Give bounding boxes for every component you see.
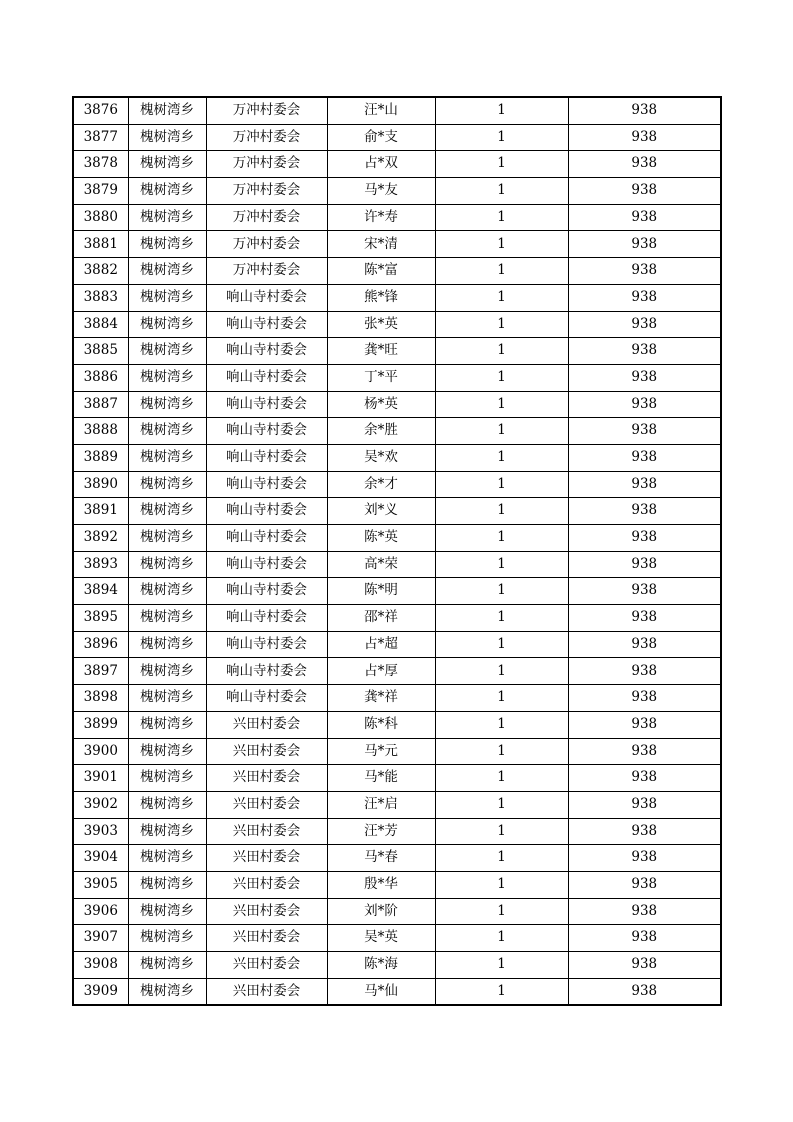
amount-cell: 938 <box>568 231 721 258</box>
amount-cell: 938 <box>568 444 721 471</box>
table-row <box>73 338 721 365</box>
row-number-cell: 3906 <box>73 898 128 925</box>
amount-cell: 938 <box>568 391 721 418</box>
village-committee-cell: 万冲村委会 <box>206 258 327 285</box>
amount-cell: 938 <box>568 284 721 311</box>
count-cell: 1 <box>435 578 568 605</box>
row-number-cell: 3894 <box>73 578 128 605</box>
person-name-cell: 高*荣 <box>327 551 435 578</box>
village-committee-cell: 兴田村委会 <box>206 898 327 925</box>
row-number-cell: 3903 <box>73 818 128 845</box>
village-committee-cell: 响山寺村委会 <box>206 444 327 471</box>
count-cell: 1 <box>435 925 568 952</box>
row-number-cell: 3893 <box>73 551 128 578</box>
row-number-cell: 3908 <box>73 952 128 979</box>
township-cell: 槐树湾乡 <box>128 818 206 845</box>
table-row <box>73 845 721 872</box>
amount-cell: 938 <box>568 471 721 498</box>
count-cell: 1 <box>435 791 568 818</box>
count-cell: 1 <box>435 818 568 845</box>
row-number-cell: 3905 <box>73 871 128 898</box>
person-name-cell: 殷*华 <box>327 871 435 898</box>
count-cell: 1 <box>435 498 568 525</box>
amount-cell: 938 <box>568 631 721 658</box>
count-cell: 1 <box>435 765 568 792</box>
table-row <box>73 898 721 925</box>
table-row <box>73 978 721 1005</box>
township-cell: 槐树湾乡 <box>128 845 206 872</box>
table-row <box>73 871 721 898</box>
amount-cell: 938 <box>568 498 721 525</box>
amount-cell: 938 <box>568 738 721 765</box>
row-number-cell: 3883 <box>73 284 128 311</box>
count-cell: 1 <box>435 204 568 231</box>
village-committee-cell: 响山寺村委会 <box>206 551 327 578</box>
village-committee-cell: 兴田村委会 <box>206 978 327 1005</box>
table-row <box>73 525 721 552</box>
village-committee-cell: 响山寺村委会 <box>206 284 327 311</box>
amount-cell: 938 <box>568 685 721 712</box>
count-cell: 1 <box>435 284 568 311</box>
person-name-cell: 马*春 <box>327 845 435 872</box>
row-number-cell: 3882 <box>73 258 128 285</box>
row-number-cell: 3907 <box>73 925 128 952</box>
village-committee-cell: 兴田村委会 <box>206 952 327 979</box>
table-row <box>73 444 721 471</box>
table-row <box>73 258 721 285</box>
table-row <box>73 658 721 685</box>
amount-cell: 938 <box>568 925 721 952</box>
township-cell: 槐树湾乡 <box>128 178 206 205</box>
village-committee-cell: 万冲村委会 <box>206 204 327 231</box>
person-name-cell: 余*才 <box>327 471 435 498</box>
township-cell: 槐树湾乡 <box>128 525 206 552</box>
row-number-cell: 3877 <box>73 124 128 151</box>
amount-cell: 938 <box>568 711 721 738</box>
person-name-cell: 汪*启 <box>327 791 435 818</box>
township-cell: 槐树湾乡 <box>128 738 206 765</box>
township-cell: 槐树湾乡 <box>128 952 206 979</box>
table-row <box>73 711 721 738</box>
count-cell: 1 <box>435 551 568 578</box>
table-row <box>73 578 721 605</box>
township-cell: 槐树湾乡 <box>128 551 206 578</box>
count-cell: 1 <box>435 711 568 738</box>
row-number-cell: 3892 <box>73 525 128 552</box>
township-cell: 槐树湾乡 <box>128 364 206 391</box>
amount-cell: 938 <box>568 418 721 445</box>
township-cell: 槐树湾乡 <box>128 284 206 311</box>
village-committee-cell: 兴田村委会 <box>206 871 327 898</box>
table-row <box>73 231 721 258</box>
amount-cell: 938 <box>568 311 721 338</box>
township-cell: 槐树湾乡 <box>128 391 206 418</box>
count-cell: 1 <box>435 898 568 925</box>
row-number-cell: 3880 <box>73 204 128 231</box>
table-row <box>73 151 721 178</box>
amount-cell: 938 <box>568 952 721 979</box>
person-name-cell: 占*厚 <box>327 658 435 685</box>
count-cell: 1 <box>435 525 568 552</box>
village-committee-cell: 万冲村委会 <box>206 97 327 124</box>
village-committee-cell: 兴田村委会 <box>206 711 327 738</box>
table-row <box>73 471 721 498</box>
row-number-cell: 3898 <box>73 685 128 712</box>
row-number-cell: 3879 <box>73 178 128 205</box>
count-cell: 1 <box>435 658 568 685</box>
table-row <box>73 925 721 952</box>
table-row <box>73 791 721 818</box>
row-number-cell: 3886 <box>73 364 128 391</box>
table-row <box>73 124 721 151</box>
village-committee-cell: 兴田村委会 <box>206 738 327 765</box>
village-committee-cell: 响山寺村委会 <box>206 338 327 365</box>
village-committee-cell: 万冲村委会 <box>206 124 327 151</box>
village-committee-cell: 响山寺村委会 <box>206 418 327 445</box>
amount-cell: 938 <box>568 578 721 605</box>
table-row <box>73 311 721 338</box>
count-cell: 1 <box>435 978 568 1005</box>
row-number-cell: 3878 <box>73 151 128 178</box>
count-cell: 1 <box>435 685 568 712</box>
table-row <box>73 178 721 205</box>
person-name-cell: 刘*义 <box>327 498 435 525</box>
village-committee-cell: 响山寺村委会 <box>206 498 327 525</box>
row-number-cell: 3900 <box>73 738 128 765</box>
person-name-cell: 马*能 <box>327 765 435 792</box>
village-committee-cell: 响山寺村委会 <box>206 471 327 498</box>
village-committee-cell: 万冲村委会 <box>206 178 327 205</box>
township-cell: 槐树湾乡 <box>128 97 206 124</box>
township-cell: 槐树湾乡 <box>128 338 206 365</box>
row-number-cell: 3896 <box>73 631 128 658</box>
person-name-cell: 俞*支 <box>327 124 435 151</box>
person-name-cell: 马*友 <box>327 178 435 205</box>
township-cell: 槐树湾乡 <box>128 231 206 258</box>
amount-cell: 938 <box>568 97 721 124</box>
row-number-cell: 3885 <box>73 338 128 365</box>
amount-cell: 938 <box>568 525 721 552</box>
count-cell: 1 <box>435 418 568 445</box>
count-cell: 1 <box>435 338 568 365</box>
village-committee-cell: 响山寺村委会 <box>206 364 327 391</box>
person-name-cell: 龚*旺 <box>327 338 435 365</box>
row-number-cell: 3901 <box>73 765 128 792</box>
township-cell: 槐树湾乡 <box>128 498 206 525</box>
row-number-cell: 3888 <box>73 418 128 445</box>
person-name-cell: 熊*锋 <box>327 284 435 311</box>
village-committee-cell: 响山寺村委会 <box>206 658 327 685</box>
count-cell: 1 <box>435 258 568 285</box>
village-committee-cell: 兴田村委会 <box>206 845 327 872</box>
amount-cell: 938 <box>568 551 721 578</box>
person-name-cell: 马*仙 <box>327 978 435 1005</box>
township-cell: 槐树湾乡 <box>128 418 206 445</box>
person-name-cell: 宋*清 <box>327 231 435 258</box>
table-row <box>73 605 721 632</box>
amount-cell: 938 <box>568 765 721 792</box>
subsidy-roster-table <box>72 96 722 1006</box>
township-cell: 槐树湾乡 <box>128 631 206 658</box>
township-cell: 槐树湾乡 <box>128 258 206 285</box>
person-name-cell: 吴*欢 <box>327 444 435 471</box>
count-cell: 1 <box>435 871 568 898</box>
count-cell: 1 <box>435 311 568 338</box>
township-cell: 槐树湾乡 <box>128 151 206 178</box>
township-cell: 槐树湾乡 <box>128 444 206 471</box>
township-cell: 槐树湾乡 <box>128 311 206 338</box>
person-name-cell: 陈*富 <box>327 258 435 285</box>
village-committee-cell: 响山寺村委会 <box>206 391 327 418</box>
village-committee-cell: 响山寺村委会 <box>206 311 327 338</box>
amount-cell: 938 <box>568 124 721 151</box>
township-cell: 槐树湾乡 <box>128 925 206 952</box>
count-cell: 1 <box>435 444 568 471</box>
table-row <box>73 97 721 124</box>
count-cell: 1 <box>435 178 568 205</box>
table-row <box>73 364 721 391</box>
amount-cell: 938 <box>568 338 721 365</box>
amount-cell: 938 <box>568 898 721 925</box>
table-row <box>73 418 721 445</box>
village-committee-cell: 兴田村委会 <box>206 791 327 818</box>
roster-body <box>73 97 721 1005</box>
count-cell: 1 <box>435 471 568 498</box>
township-cell: 槐树湾乡 <box>128 471 206 498</box>
person-name-cell: 许*寿 <box>327 204 435 231</box>
count-cell: 1 <box>435 231 568 258</box>
count-cell: 1 <box>435 845 568 872</box>
township-cell: 槐树湾乡 <box>128 658 206 685</box>
township-cell: 槐树湾乡 <box>128 978 206 1005</box>
count-cell: 1 <box>435 952 568 979</box>
table-row <box>73 631 721 658</box>
table-row <box>73 284 721 311</box>
count-cell: 1 <box>435 605 568 632</box>
count-cell: 1 <box>435 124 568 151</box>
amount-cell: 938 <box>568 258 721 285</box>
count-cell: 1 <box>435 364 568 391</box>
person-name-cell: 陈*英 <box>327 525 435 552</box>
person-name-cell: 邵*祥 <box>327 605 435 632</box>
person-name-cell: 丁*平 <box>327 364 435 391</box>
table-row <box>73 498 721 525</box>
village-committee-cell: 万冲村委会 <box>206 151 327 178</box>
person-name-cell: 占*超 <box>327 631 435 658</box>
row-number-cell: 3904 <box>73 845 128 872</box>
township-cell: 槐树湾乡 <box>128 204 206 231</box>
table-row <box>73 818 721 845</box>
amount-cell: 938 <box>568 845 721 872</box>
township-cell: 槐树湾乡 <box>128 765 206 792</box>
village-committee-cell: 响山寺村委会 <box>206 605 327 632</box>
person-name-cell: 马*元 <box>327 738 435 765</box>
township-cell: 槐树湾乡 <box>128 685 206 712</box>
person-name-cell: 汪*芳 <box>327 818 435 845</box>
count-cell: 1 <box>435 738 568 765</box>
township-cell: 槐树湾乡 <box>128 578 206 605</box>
person-name-cell: 杨*英 <box>327 391 435 418</box>
person-name-cell: 张*英 <box>327 311 435 338</box>
amount-cell: 938 <box>568 364 721 391</box>
table-row <box>73 685 721 712</box>
amount-cell: 938 <box>568 791 721 818</box>
row-number-cell: 3884 <box>73 311 128 338</box>
person-name-cell: 龚*祥 <box>327 685 435 712</box>
count-cell: 1 <box>435 391 568 418</box>
person-name-cell: 陈*科 <box>327 711 435 738</box>
row-number-cell: 3895 <box>73 605 128 632</box>
village-committee-cell: 响山寺村委会 <box>206 631 327 658</box>
row-number-cell: 3909 <box>73 978 128 1005</box>
table-row <box>73 738 721 765</box>
count-cell: 1 <box>435 631 568 658</box>
amount-cell: 938 <box>568 151 721 178</box>
row-number-cell: 3887 <box>73 391 128 418</box>
village-committee-cell: 兴田村委会 <box>206 925 327 952</box>
township-cell: 槐树湾乡 <box>128 871 206 898</box>
table-row <box>73 204 721 231</box>
amount-cell: 938 <box>568 204 721 231</box>
township-cell: 槐树湾乡 <box>128 898 206 925</box>
amount-cell: 938 <box>568 818 721 845</box>
row-number-cell: 3890 <box>73 471 128 498</box>
person-name-cell: 刘*阶 <box>327 898 435 925</box>
row-number-cell: 3889 <box>73 444 128 471</box>
count-cell: 1 <box>435 97 568 124</box>
village-committee-cell: 兴田村委会 <box>206 765 327 792</box>
table-row <box>73 551 721 578</box>
row-number-cell: 3899 <box>73 711 128 738</box>
township-cell: 槐树湾乡 <box>128 791 206 818</box>
person-name-cell: 吴*英 <box>327 925 435 952</box>
village-committee-cell: 响山寺村委会 <box>206 685 327 712</box>
row-number-cell: 3881 <box>73 231 128 258</box>
person-name-cell: 占*双 <box>327 151 435 178</box>
amount-cell: 938 <box>568 658 721 685</box>
township-cell: 槐树湾乡 <box>128 605 206 632</box>
township-cell: 槐树湾乡 <box>128 711 206 738</box>
person-name-cell: 陈*明 <box>327 578 435 605</box>
amount-cell: 938 <box>568 871 721 898</box>
amount-cell: 938 <box>568 605 721 632</box>
township-cell: 槐树湾乡 <box>128 124 206 151</box>
row-number-cell: 3891 <box>73 498 128 525</box>
village-committee-cell: 响山寺村委会 <box>206 525 327 552</box>
count-cell: 1 <box>435 151 568 178</box>
amount-cell: 938 <box>568 178 721 205</box>
row-number-cell: 3897 <box>73 658 128 685</box>
person-name-cell: 陈*海 <box>327 952 435 979</box>
village-committee-cell: 万冲村委会 <box>206 231 327 258</box>
person-name-cell: 余*胜 <box>327 418 435 445</box>
village-committee-cell: 兴田村委会 <box>206 818 327 845</box>
row-number-cell: 3902 <box>73 791 128 818</box>
row-number-cell: 3876 <box>73 97 128 124</box>
table-row <box>73 952 721 979</box>
person-name-cell: 汪*山 <box>327 97 435 124</box>
table-row <box>73 391 721 418</box>
table-row <box>73 765 721 792</box>
village-committee-cell: 响山寺村委会 <box>206 578 327 605</box>
amount-cell: 938 <box>568 978 721 1005</box>
